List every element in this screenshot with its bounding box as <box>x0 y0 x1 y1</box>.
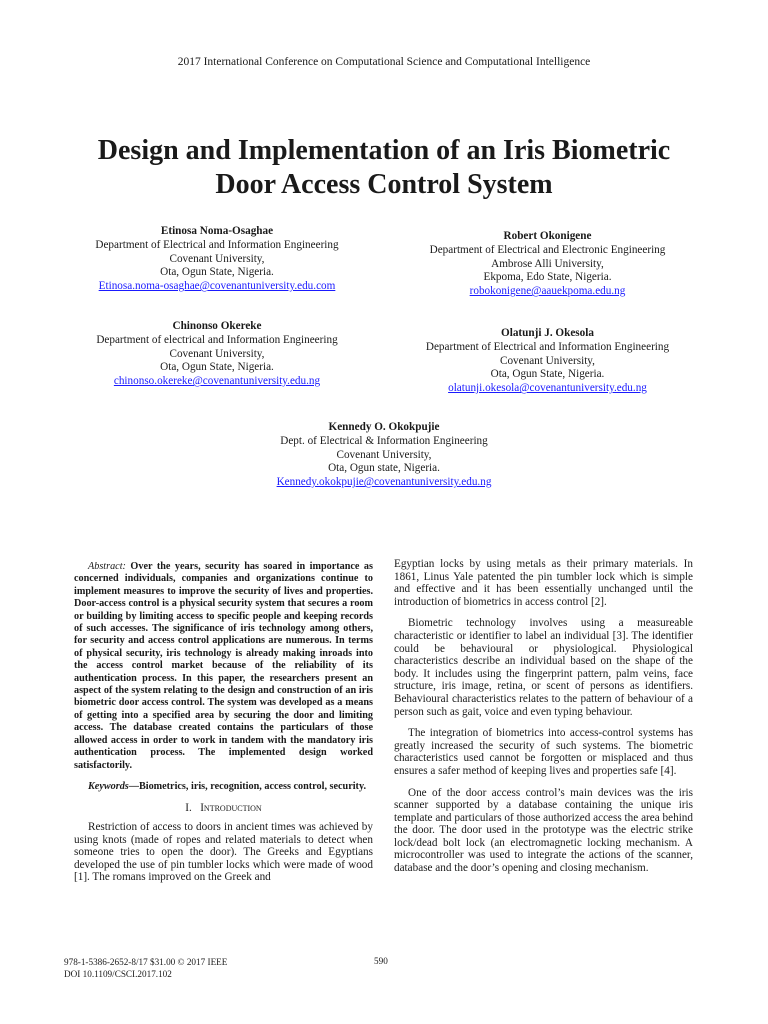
footer-publication-info <box>64 956 227 980</box>
author-institution: Covenant University, <box>169 252 265 265</box>
conference-header: 2017 International Conference on Computational Science and Computational Intelligence <box>177 56 591 68</box>
author-department: Department of Electrical and Information Engineering <box>95 238 339 251</box>
right-column <box>394 558 693 884</box>
left-column <box>74 561 373 893</box>
author-email-link[interactable]: robokonigene@aauekpoma.edu.ng <box>469 285 626 298</box>
author-institution: Covenant University, <box>169 347 265 360</box>
abstract-label: Abstract: <box>88 561 126 572</box>
page-number: 590 <box>374 956 388 966</box>
footer-doi: DOI 10.1109/CSCI.2017.102 <box>64 969 172 979</box>
author-name: Etinosa Noma-Osaghae <box>160 225 274 237</box>
body-paragraph: Egyptian locks by using metals as their primary materials. In 1861, Linus Yale patented the pin tumbler lock which is simple and effective and it has been essentially unchanged until the introduction of biometrics in access control [2]. <box>394 558 693 608</box>
footer-isbn: 978-1-5386-2652-8/17 $31.00 © 2017 IEEE <box>64 957 228 967</box>
author-block-3 <box>78 320 356 389</box>
author-institution: Covenant University, <box>500 354 595 367</box>
author-location: Ota, Ogun State, Nigeria. <box>160 266 274 279</box>
author-email-link[interactable]: olatunji.okesola@covenantuniversity.edu.ng <box>448 382 647 395</box>
keywords <box>74 781 373 793</box>
body-paragraph: Biometric technology involves using a measureable characteristic or identifier to label an individual [3]. The identifier could be behavioural or physiological. Physiological characteristics describe an individual based on the shape of the body. It includes using the fingerprint pattern, palm veins, face structure, iris image, retina, or scent of persons as identifiers. Behavioural characteristics relates to the pattern of behaviour of a person such as gait, voice and even typing behaviour. <box>394 617 693 718</box>
author-location: Ota, Ogun State, Nigeria. <box>160 361 274 374</box>
author-block-4 <box>400 327 695 396</box>
author-location: Ota, Ogun state, Nigeria. <box>328 462 440 475</box>
author-department: Department of electrical and Information Engineering <box>96 333 338 346</box>
author-location: Ekpoma, Edo State, Nigeria. <box>483 271 612 284</box>
author-department: Dept. of Electrical & Information Engineering <box>280 434 488 447</box>
author-name: Chinonso Okereke <box>172 320 262 332</box>
title-line-2: Door Access Control System <box>215 169 553 200</box>
paper-title <box>60 134 708 202</box>
section-number: I. <box>185 802 192 815</box>
author-email-link[interactable]: Kennedy.okokpujie@covenantuniversity.edu.ng <box>276 476 492 489</box>
body-paragraph: Restriction of access to doors in ancient times was achieved by using knots (made of ropes and related materials to detect when someone tries to open the door). The Greeks and Egyptians developed the use of pin tumbler locks which were made of wood [1]. The romans improved on the Greek and <box>74 820 373 884</box>
author-name: Kennedy O. Okokpujie <box>328 421 440 433</box>
author-name: Robert Okonigene <box>503 230 592 242</box>
author-department: Department of Electrical and Information Engineering <box>425 340 670 353</box>
author-block-5 <box>240 421 528 490</box>
author-institution: Covenant University, <box>336 448 432 461</box>
body-paragraph: One of the door access control’s main devices was the iris scanner supported by a database containing the unique iris template and particulars of those authorized access the area behind the door. The door used in the prototype was the electric strike lock/dead bolt lock (an electromagnetic locking mechanism. A microcontroller was used to integrate the actions of the scanner, database and the door’s opening and closing mechanism. <box>394 786 693 875</box>
author-institution: Ambrose Alli University, <box>491 257 604 270</box>
keywords-label: Keywords <box>88 780 129 792</box>
author-name: Olatunji J. Okesola <box>501 327 594 339</box>
abstract-text: Over the years, security has soared in importance as concerned individuals, companies and organizations continue to implement measures to improve the security of lives and properties. Door-access control is a physical security system that secures a room or building by limiting access to specific people and keeping records of such accesses. The significance of iris technology among others, for security and access control applications are numerous. In terms of physical security, iris technology is already making inroads into the access control market because of the reliability of its authentication process. In this paper, the researchers present an aspect of the system relating to the design and construction of an iris biometric door access control. The system was developed as a means of getting into a specified area by securing the door and limiting access. The database created contains the particulars of those allowed access in order to work in tandem with the mandatory iris authentication process. The implemented design worked satisfactorily. <box>74 561 373 771</box>
author-email-link[interactable]: chinonso.okereke@covenantuniversity.edu.ng <box>113 375 321 388</box>
body-paragraph: The integration of biometrics into access-control systems has greatly increased the security of such systems. The biometric characteristics used cannot be forgotten or misplaced and thus ensures a safer method of keeping lives and properties safe [4]. <box>394 727 693 777</box>
section-title: Introduction <box>200 802 262 815</box>
author-location: Ota, Ogun State, Nigeria. <box>490 368 605 381</box>
title-line-1: Design and Implementation of an Iris Biometric <box>97 135 671 166</box>
author-department: Department of Electrical and Electronic Engineering <box>429 243 666 256</box>
section-heading-introduction <box>74 802 373 815</box>
author-block-1 <box>78 225 356 294</box>
author-block-2 <box>400 230 695 299</box>
author-email-link[interactable]: Etinosa.noma-osaghae@covenantuniversity.edu.com <box>98 280 336 293</box>
abstract <box>74 561 373 772</box>
keywords-text: —Biometrics, iris, recognition, access control, security. <box>128 780 367 792</box>
